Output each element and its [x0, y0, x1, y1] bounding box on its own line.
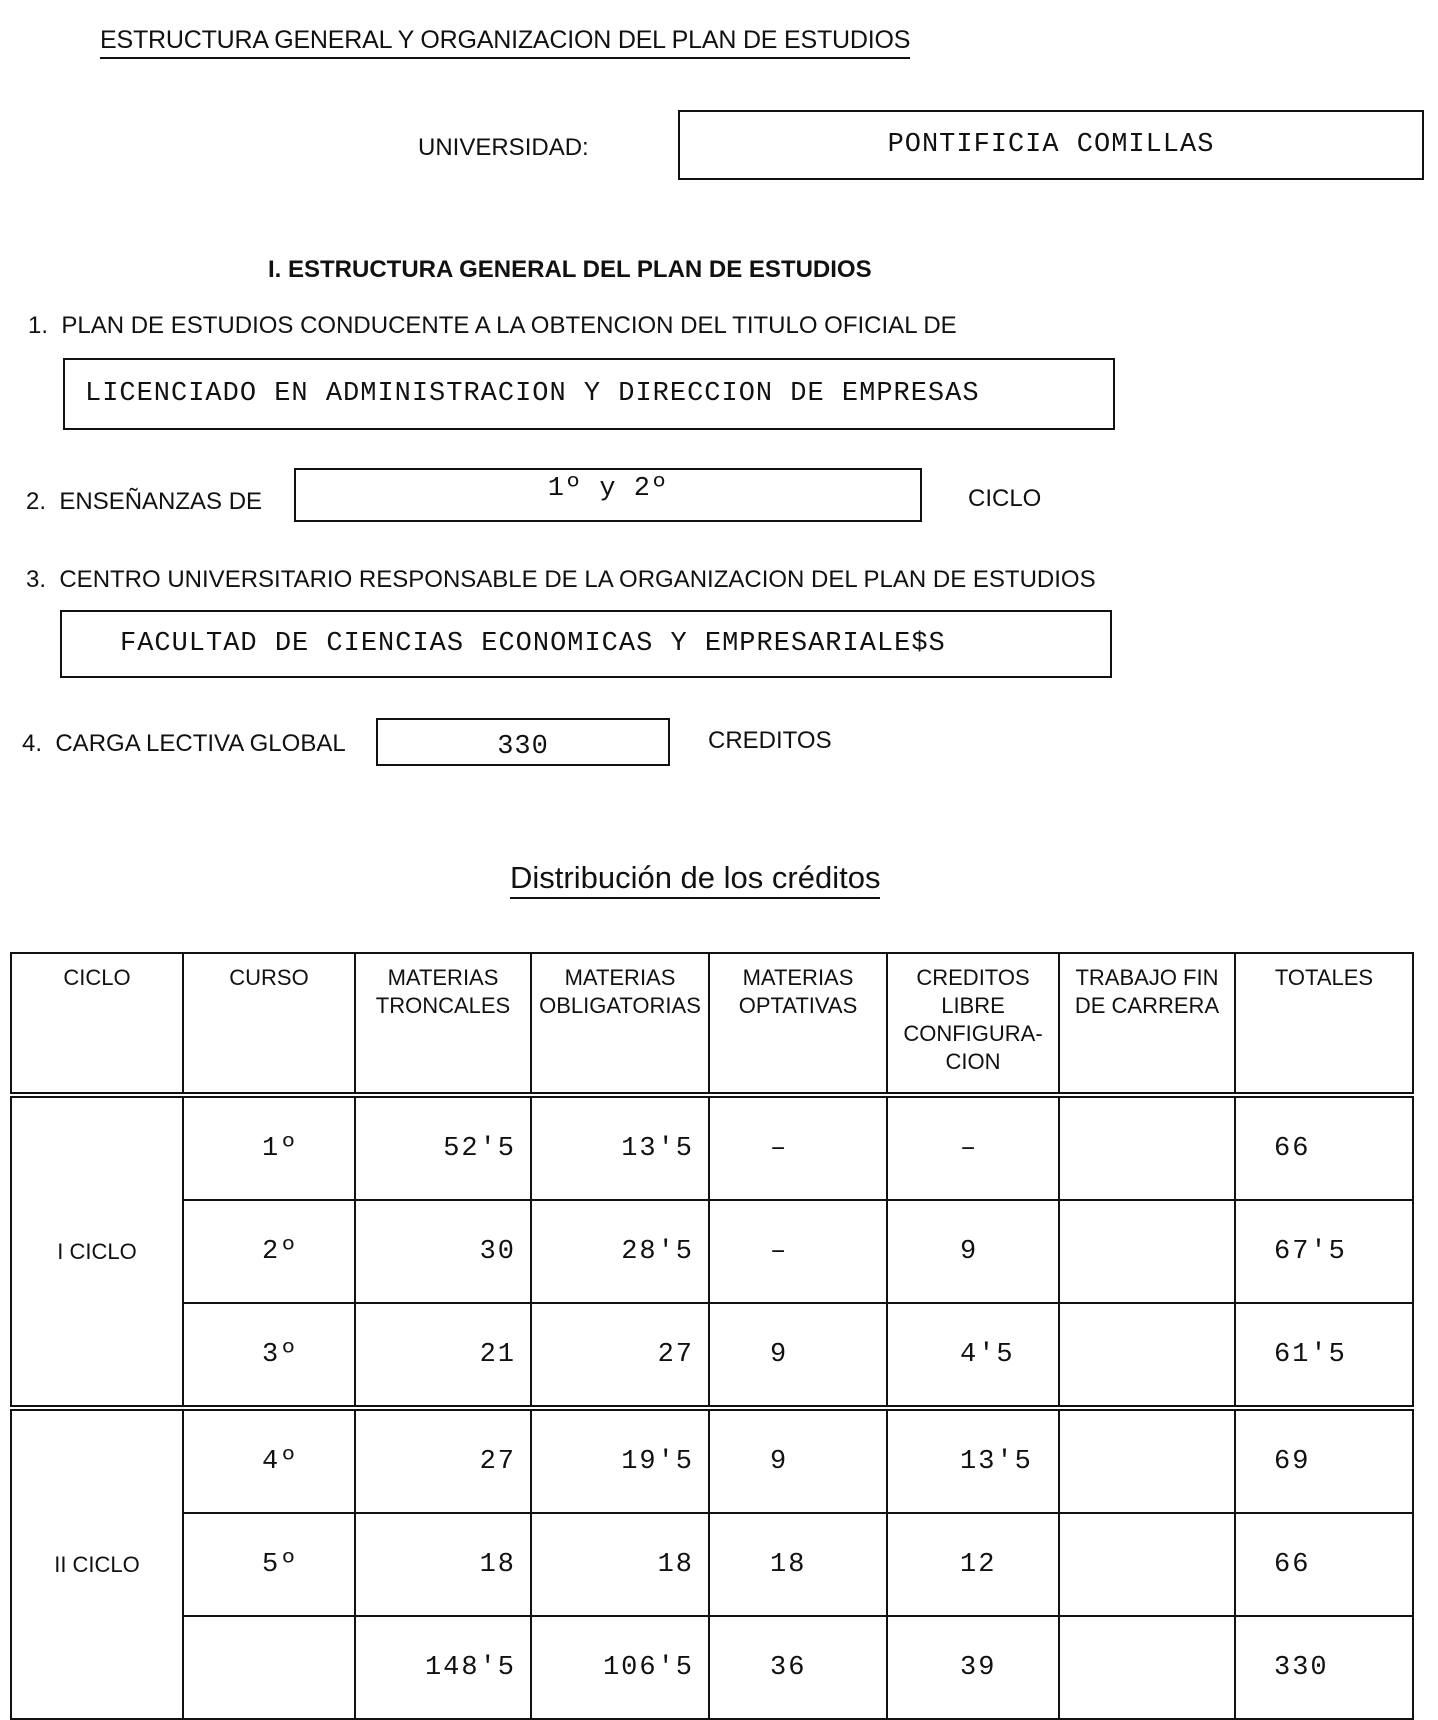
ensenanzas-field	[294, 468, 922, 522]
table-row	[11, 1513, 1413, 1616]
optativas-cell: 18	[770, 1549, 807, 1580]
troncales-cell: 27	[479, 1446, 516, 1477]
item2-suffix: CICLO	[968, 485, 1042, 512]
optativas-cell: 9	[770, 1446, 789, 1477]
ciclo-cell: II CICLO	[11, 1408, 183, 1719]
header-libre: CREDITOS LIBRE CONFIGURA-CION	[887, 953, 1059, 1095]
totales-cell: 66	[1274, 1133, 1311, 1164]
optativas-cell: 9	[770, 1339, 789, 1370]
curso-cell: 3º	[262, 1339, 299, 1370]
header-curso: CURSO	[183, 953, 355, 1095]
table-row	[11, 1200, 1413, 1303]
header-trabajo: TRABAJO FIN DE CARRERA	[1059, 953, 1235, 1095]
section-title: I. ESTRUCTURA GENERAL DEL PLAN DE ESTUDIOS	[268, 256, 872, 283]
ciclo-cell: I CICLO	[11, 1095, 183, 1408]
curso-cell: 4º	[262, 1446, 299, 1477]
centro-field	[60, 610, 1112, 678]
document-title: ESTRUCTURA GENERAL Y ORGANIZACION DEL PLAN DE ESTUDIOS	[100, 26, 910, 59]
table-row	[11, 1303, 1413, 1408]
libre-cell: –	[960, 1133, 979, 1164]
obligatorias-cell: 19'5	[621, 1446, 694, 1477]
troncales-cell: 18	[479, 1549, 516, 1580]
titulo-field	[63, 358, 1115, 430]
totales-cell: 66	[1274, 1549, 1311, 1580]
item4-label: 4. CARGA LECTIVA GLOBAL	[22, 730, 346, 757]
centro-value: FACULTAD DE CIENCIAS ECONOMICAS Y EMPRESARIALE$S	[120, 629, 946, 659]
carga-value: 330	[497, 732, 549, 762]
obligatorias-total-cell: 106'5	[602, 1652, 694, 1683]
libre-cell: 4'5	[960, 1339, 1015, 1370]
header-obligatorias: MATERIAS OBLIGATORIAS	[531, 953, 709, 1095]
carga-field	[376, 718, 670, 766]
table-row	[11, 1095, 1413, 1200]
distribution-title: Distribución de los créditos	[510, 860, 880, 899]
table-row-totals	[11, 1616, 1413, 1719]
item4-suffix: CREDITOS	[708, 727, 832, 754]
obligatorias-cell: 18	[657, 1549, 694, 1580]
header-optativas: MATERIAS OPTATIVAS	[709, 953, 887, 1095]
troncales-cell: 21	[479, 1339, 516, 1370]
libre-cell: 9	[960, 1236, 979, 1267]
header-troncales: MATERIAS TRONCALES	[355, 953, 531, 1095]
libre-total-cell: 39	[960, 1652, 997, 1683]
header-ciclo: CICLO	[11, 953, 183, 1095]
universidad-field	[678, 110, 1424, 180]
totales-cell: 67'5	[1274, 1236, 1347, 1267]
curso-cell: 2º	[262, 1236, 299, 1267]
obligatorias-cell: 27	[657, 1339, 694, 1370]
grand-total-cell: 330	[1274, 1652, 1329, 1683]
optativas-cell: –	[770, 1133, 789, 1164]
optativas-cell: –	[770, 1236, 789, 1267]
table-row	[11, 1408, 1413, 1513]
universidad-label: UNIVERSIDAD:	[418, 134, 589, 161]
table-header-row	[11, 953, 1413, 1095]
libre-cell: 12	[960, 1549, 997, 1580]
ensenanzas-value: 1º y 2º	[547, 474, 669, 504]
libre-cell: 13'5	[960, 1446, 1033, 1477]
curso-cell: 1º	[262, 1133, 299, 1164]
troncales-total-cell: 148'5	[424, 1652, 516, 1683]
optativas-total-cell: 36	[770, 1652, 807, 1683]
troncales-cell: 30	[479, 1236, 516, 1267]
universidad-value: PONTIFICIA COMILLAS	[887, 130, 1215, 160]
item2-label: 2. ENSEÑANZAS DE	[26, 488, 263, 515]
item3-label: 3. CENTRO UNIVERSITARIO RESPONSABLE DE LA ORGANIZACION DEL PLAN DE ESTUDIOS	[26, 566, 1096, 593]
totales-cell: 61'5	[1274, 1339, 1347, 1370]
credits-table	[10, 952, 1414, 1720]
troncales-cell: 52'5	[443, 1133, 516, 1164]
header-totales: TOTALES	[1235, 953, 1413, 1095]
obligatorias-cell: 13'5	[621, 1133, 694, 1164]
item1-label: 1. PLAN DE ESTUDIOS CONDUCENTE A LA OBTENCION DEL TITULO OFICIAL DE	[28, 312, 957, 339]
curso-cell: 5º	[262, 1549, 299, 1580]
totales-cell: 69	[1274, 1446, 1311, 1477]
titulo-value: LICENCIADO EN ADMINISTRACION Y DIRECCION DE EMPRESAS	[85, 379, 980, 409]
obligatorias-cell: 28'5	[621, 1236, 694, 1267]
